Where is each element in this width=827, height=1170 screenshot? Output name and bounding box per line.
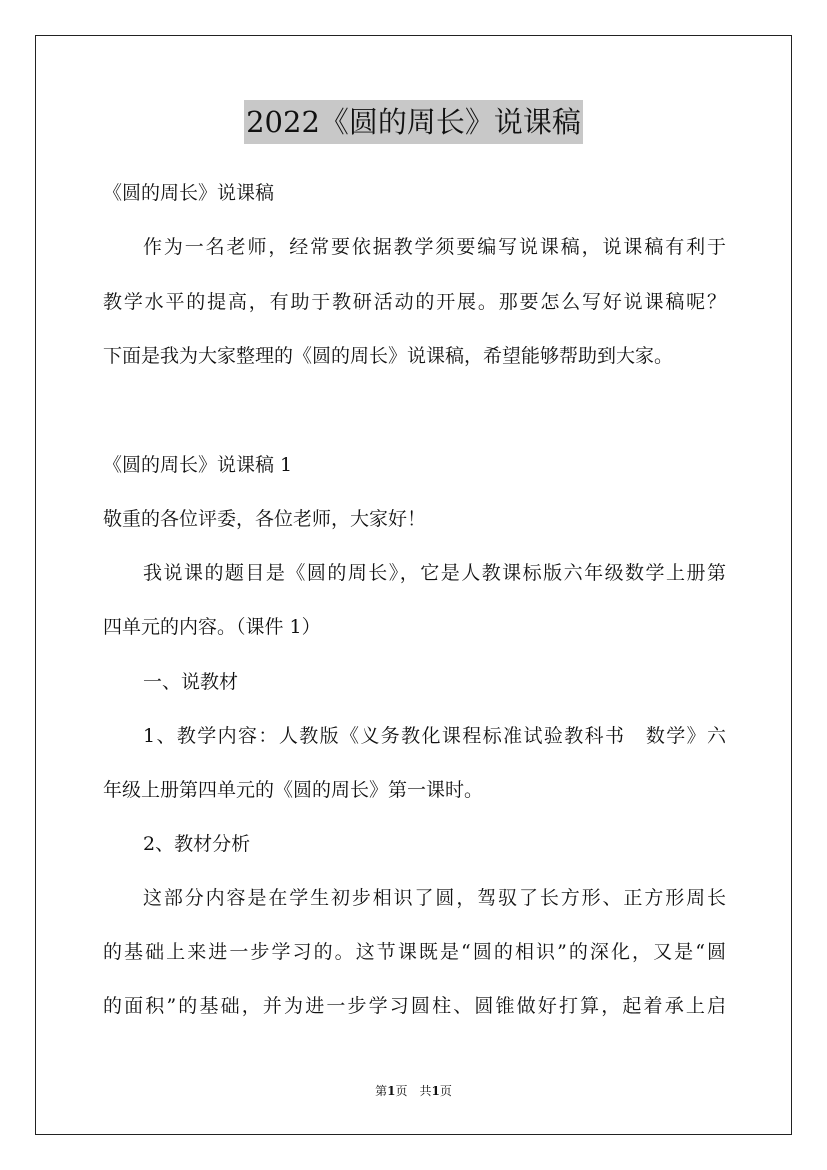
title-container: [0, 100, 827, 144]
paragraph-line: 的面积”的基础，并为进一步学习圆柱、圆锥做好打算，起着承上启: [103, 995, 726, 1017]
footer-prefix: 第: [375, 1084, 388, 1098]
paragraph-line: 四单元的内容。（课件 1）: [103, 616, 321, 638]
paragraph-line: 下面是我为大家整理的《圆的周长》说课稿，希望能够帮助到大家。: [103, 345, 674, 367]
paragraph-line: 的基础上来进一步学习的。这节课既是“圆的相识”的深化，又是“圆: [103, 941, 726, 963]
paragraph-line: 教学水平的提高，有助于教研活动的开展。那要怎么写好说课稿呢？: [103, 291, 726, 313]
paragraph-line: 这部分内容是在学生初步相识了圆，驾驭了长方形、正方形周长: [143, 887, 726, 909]
document-title: 2022《圆的周长》说课稿: [244, 100, 583, 144]
section-heading: 《圆的周长》说课稿 1: [103, 454, 293, 476]
page-footer: [0, 1083, 827, 1099]
paragraph-line: 1、教学内容：人教版《义务教化课程标准试验教科书 数学》六: [143, 725, 726, 747]
section-heading: 一、说教材: [143, 671, 239, 693]
footer-total-pages: 1: [431, 1084, 440, 1098]
paragraph-line: 作为一名老师，经常要依据教学须要编写说课稿，说课稿有利于: [143, 236, 726, 258]
footer-suffix: 页: [439, 1084, 452, 1098]
paragraph-line: 年级上册第四单元的《圆的周长》第一课时。: [103, 779, 484, 801]
greeting-line: 敬重的各位评委，各位老师，大家好！: [103, 508, 427, 530]
footer-current-page: 1: [387, 1084, 396, 1098]
footer-mid: 页 共: [395, 1084, 432, 1098]
paragraph-line: 我说课的题目是《圆的周长》，它是人教课标版六年级数学上册第: [143, 562, 726, 584]
subtitle-line: 《圆的周长》说课稿: [103, 182, 275, 204]
section-heading: 2、教材分析: [143, 833, 251, 855]
